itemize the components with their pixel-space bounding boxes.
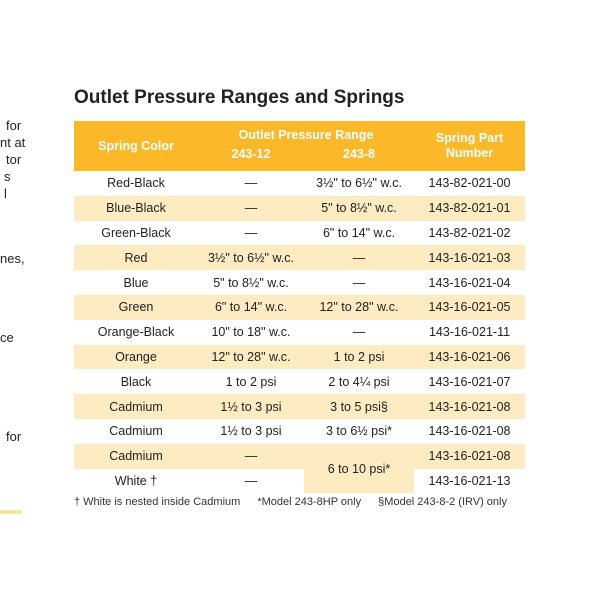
cell-part-number: 143-16-021-06 xyxy=(414,345,525,370)
left-fragment: nes, xyxy=(0,251,25,266)
cropped-left-text xyxy=(0,0,40,600)
cell-color: Cadmium xyxy=(74,394,198,419)
cell-243-12: 10" to 18" w.c. xyxy=(211,325,291,340)
cell-243-12: 6" to 14" w.c. xyxy=(198,295,304,320)
footnote-hp-model: *Model 243-8HP only xyxy=(257,496,362,508)
header-part-line2: Number xyxy=(445,146,494,160)
table-row xyxy=(74,320,525,345)
table-row xyxy=(74,270,525,295)
cell-243-12: — xyxy=(198,444,304,469)
cell-color: Green xyxy=(74,295,198,320)
table-row xyxy=(74,345,525,370)
header-row xyxy=(74,121,525,147)
cell-color: Black xyxy=(120,374,152,389)
cell-part-number: 143-16-021-13 xyxy=(414,469,525,494)
table-row xyxy=(74,295,525,320)
cell-243-8: — xyxy=(304,245,414,270)
cell-part-number: 143-16-021-08 xyxy=(414,394,525,419)
table-row xyxy=(74,221,525,246)
table-title: Outlet Pressure Ranges and Springs xyxy=(74,87,405,108)
left-fragment: ce xyxy=(0,330,14,345)
cell-243-8: 2 to 4¼ psi xyxy=(328,374,390,389)
cell-243-12: 5" to 8½" w.c. xyxy=(213,275,289,290)
cell-243-12: — xyxy=(244,225,258,240)
header-spring-part xyxy=(414,121,525,171)
footnote-irv-model: §Model 243-8-2 (IRV) only xyxy=(378,496,507,508)
table-row xyxy=(74,419,525,444)
cell-color: Red-Black xyxy=(107,176,165,191)
cell-part-number: 143-16-021-03 xyxy=(414,245,525,270)
cell-part-number: 143-16-021-04 xyxy=(428,275,511,290)
left-fragment: tor xyxy=(6,152,22,167)
cell-243-12: 3½" to 6½" w.c. xyxy=(198,245,304,270)
left-fragment: s xyxy=(4,169,11,184)
left-fragment: nt at xyxy=(0,135,26,150)
left-fragment: l xyxy=(4,186,7,201)
table-row xyxy=(74,369,525,394)
header-spring-color: Spring Color xyxy=(74,121,198,171)
cell-color: Red xyxy=(74,245,198,270)
cell-243-8-shared: 6 to 10 psi* xyxy=(304,444,414,494)
cell-243-12: 1½ to 3 psi xyxy=(198,394,304,419)
table-row xyxy=(74,171,525,196)
cell-part-number: 143-16-021-08 xyxy=(414,444,525,469)
header-part-line1: Spring Part xyxy=(435,131,504,145)
cell-color: Blue xyxy=(123,275,149,290)
cell-part-number: 143-82-021-00 xyxy=(428,176,511,191)
cell-243-8: 3 to 5 psi§ xyxy=(304,394,414,419)
table-row xyxy=(74,196,525,221)
cell-243-8: — xyxy=(352,275,366,290)
cell-243-12: 12" to 28" w.c. xyxy=(198,345,304,370)
header-model-243-12: 243-12 xyxy=(198,147,304,171)
cell-243-8: 3 to 6½ psi* xyxy=(326,424,393,439)
footnote-white-nested: † White is nested inside Cadmium xyxy=(74,496,241,508)
table-footnotes xyxy=(74,496,521,508)
cell-part-number: 143-16-021-08 xyxy=(428,424,511,439)
table-row xyxy=(74,469,525,494)
cell-243-8: 1 to 2 psi xyxy=(304,345,414,370)
cell-243-8: 12" to 28" w.c. xyxy=(304,295,414,320)
cell-part-number: 143-16-021-05 xyxy=(414,295,525,320)
cell-color: Cadmium xyxy=(74,444,198,469)
pressure-table xyxy=(74,121,525,493)
cell-color: White † xyxy=(74,469,198,494)
left-divider xyxy=(0,510,22,514)
table-row xyxy=(74,394,525,419)
header-outlet-range: Outlet Pressure Range xyxy=(198,121,414,147)
cell-color: Cadmium xyxy=(109,424,163,439)
cell-part-number: 143-82-021-02 xyxy=(428,225,511,240)
cell-part-number: 143-82-021-01 xyxy=(414,196,525,221)
cell-part-number: 143-16-021-11 xyxy=(428,325,511,340)
cell-243-12: — xyxy=(198,469,304,494)
cell-243-8: — xyxy=(352,325,366,340)
left-fragment: for xyxy=(6,429,22,444)
cell-243-12: — xyxy=(244,176,258,191)
cell-color: Orange xyxy=(74,345,198,370)
table-row xyxy=(74,444,525,469)
table-row xyxy=(74,245,525,270)
cell-243-8: 5" to 8½" w.c. xyxy=(304,196,414,221)
cell-243-12: 1½ to 3 psi xyxy=(220,424,282,439)
header-model-243-8: 243-8 xyxy=(304,147,414,171)
cell-color: Green-Black xyxy=(101,225,171,240)
left-fragment: for xyxy=(6,118,22,133)
cell-color: Blue-Black xyxy=(74,196,198,221)
cell-243-8: 6" to 14" w.c. xyxy=(322,225,396,240)
cell-243-12: 1 to 2 psi xyxy=(225,374,277,389)
cell-part-number: 143-16-021-07 xyxy=(428,374,511,389)
cell-243-8: 3½" to 6½" w.c. xyxy=(316,176,403,191)
cell-243-12: — xyxy=(198,196,304,221)
cell-color: Orange-Black xyxy=(97,325,175,340)
